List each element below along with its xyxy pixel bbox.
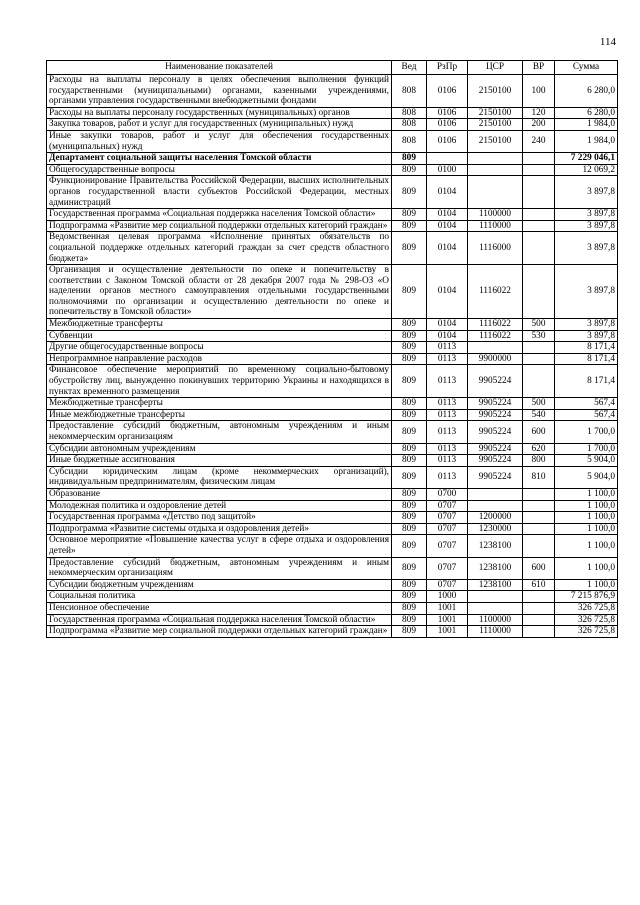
cell-sum: 5 904,0 [555, 466, 618, 488]
cell-ved: 809 [392, 602, 427, 614]
table-row [47, 535, 618, 557]
cell-vr [523, 626, 555, 638]
cell-rzpr: 0113 [427, 421, 468, 443]
table-header-row [47, 61, 618, 75]
table-row [47, 443, 618, 455]
cell-rzpr: 0707 [427, 579, 468, 591]
cell-ved: 809 [392, 330, 427, 342]
cell-sum: 6 280,0 [555, 75, 618, 108]
cell-csr: 9905224 [468, 455, 523, 467]
cell-ved: 809 [392, 365, 427, 398]
cell-vr [523, 265, 555, 319]
cell-csr: 1116022 [468, 319, 523, 331]
cell-vr: 120 [523, 107, 555, 119]
table-row [47, 455, 618, 467]
cell-csr: 9905224 [468, 466, 523, 488]
cell-name: Общегосударственные вопросы [47, 164, 392, 176]
cell-csr: 1238100 [468, 535, 523, 557]
cell-ved: 808 [392, 107, 427, 119]
cell-name: Финансовое обеспечение мероприятий по временному социально-бытовому обустройству лиц, вынужденно покинувших территорию Украины и находящихся в пунктах временного размещения [47, 365, 392, 398]
cell-ved: 809 [392, 319, 427, 331]
cell-name: Государственная программа «Социальная поддержка населения Томской области» [47, 209, 392, 221]
header-rzpr: РзПр [427, 61, 468, 75]
cell-vr: 240 [523, 130, 555, 152]
cell-sum: 3 897,8 [555, 319, 618, 331]
cell-csr: 9905224 [468, 398, 523, 410]
cell-ved: 809 [392, 232, 427, 265]
cell-vr [523, 232, 555, 265]
cell-csr [468, 164, 523, 176]
cell-csr [468, 591, 523, 603]
cell-sum: 1 100,0 [555, 512, 618, 524]
cell-sum: 8 171,4 [555, 342, 618, 354]
cell-sum: 1 700,0 [555, 421, 618, 443]
table-row [47, 466, 618, 488]
cell-name: Подпрограмма «Развитие мер социальной поддержки отдельных категорий граждан» [47, 626, 392, 638]
cell-name: Иные бюджетные ассигнования [47, 455, 392, 467]
cell-name: Субвенции [47, 330, 392, 342]
table-row [47, 421, 618, 443]
cell-csr: 9905224 [468, 421, 523, 443]
cell-csr: 1100000 [468, 614, 523, 626]
cell-vr [523, 591, 555, 603]
cell-sum: 3 897,8 [555, 220, 618, 232]
cell-csr: 9905224 [468, 365, 523, 398]
cell-rzpr: 0113 [427, 466, 468, 488]
cell-name: Межбюджетные трансферты [47, 398, 392, 410]
cell-rzpr [427, 153, 468, 165]
table-row [47, 209, 618, 221]
cell-csr [468, 342, 523, 354]
cell-csr: 9900000 [468, 353, 523, 365]
cell-rzpr: 0707 [427, 500, 468, 512]
cell-sum: 326 725,8 [555, 602, 618, 614]
cell-name: Молодежная политика и оздоровление детей [47, 500, 392, 512]
cell-csr: 1116022 [468, 265, 523, 319]
cell-rzpr: 0100 [427, 164, 468, 176]
table-row [47, 153, 618, 165]
cell-vr: 500 [523, 398, 555, 410]
cell-name: Ведомственная целевая программа «Исполнение принятых обязательств по социальной поддержке отдельных категорий граждан за счет средств областного бюджета» [47, 232, 392, 265]
cell-sum: 7 215 876,9 [555, 591, 618, 603]
cell-csr: 2150100 [468, 107, 523, 119]
cell-vr: 500 [523, 319, 555, 331]
cell-sum: 1 700,0 [555, 443, 618, 455]
table-row [47, 75, 618, 108]
cell-sum: 3 897,8 [555, 209, 618, 221]
cell-sum: 567,4 [555, 398, 618, 410]
table-row [47, 220, 618, 232]
cell-rzpr: 1001 [427, 614, 468, 626]
table-row [47, 164, 618, 176]
cell-sum: 3 897,8 [555, 176, 618, 209]
cell-ved: 809 [392, 614, 427, 626]
budget-table [46, 60, 618, 638]
cell-ved: 809 [392, 220, 427, 232]
cell-vr: 600 [523, 421, 555, 443]
cell-sum: 3 897,8 [555, 330, 618, 342]
cell-name: Другие общегосударственные вопросы [47, 342, 392, 354]
cell-ved: 809 [392, 535, 427, 557]
cell-csr [468, 488, 523, 500]
cell-csr: 1110000 [468, 626, 523, 638]
table-row [47, 602, 618, 614]
cell-rzpr: 0113 [427, 365, 468, 398]
cell-vr [523, 342, 555, 354]
cell-csr: 1200000 [468, 512, 523, 524]
cell-sum: 8 171,4 [555, 353, 618, 365]
cell-vr [523, 220, 555, 232]
cell-vr [523, 523, 555, 535]
cell-sum: 12 069,2 [555, 164, 618, 176]
cell-ved: 809 [392, 409, 427, 421]
cell-vr [523, 164, 555, 176]
cell-name: Государственная программа «Детство под защитой» [47, 512, 392, 524]
cell-name: Межбюджетные трансферты [47, 319, 392, 331]
cell-ved: 809 [392, 591, 427, 603]
cell-vr [523, 365, 555, 398]
table-row [47, 512, 618, 524]
cell-name: Расходы на выплаты персоналу государственных (муниципальных) органов [47, 107, 392, 119]
cell-csr: 1238100 [468, 579, 523, 591]
header-sum: Сумма [555, 61, 618, 75]
cell-vr: 600 [523, 557, 555, 579]
cell-ved: 809 [392, 466, 427, 488]
cell-ved: 809 [392, 265, 427, 319]
cell-vr [523, 176, 555, 209]
cell-rzpr: 0707 [427, 557, 468, 579]
cell-ved: 809 [392, 176, 427, 209]
cell-vr: 100 [523, 75, 555, 108]
cell-sum: 8 171,4 [555, 365, 618, 398]
cell-vr [523, 209, 555, 221]
cell-vr [523, 614, 555, 626]
cell-name: Организация и осуществление деятельности по опеке и попечительству в соответствии с Законом Томской области от 28 декабря 2007 года № 298-ОЗ «О наделении органов местного самоуправления отдельными государственными полномочиями по организации и осуществлению деятельности по опеке и попечительству в Томской области» [47, 265, 392, 319]
table-row [47, 557, 618, 579]
cell-csr: 1110000 [468, 220, 523, 232]
cell-rzpr: 0104 [427, 209, 468, 221]
cell-sum: 326 725,8 [555, 626, 618, 638]
cell-name: Функционирование Правительства Российской Федерации, высших исполнительных органов государственной власти субъектов Российской Федерации, местных администраций [47, 176, 392, 209]
cell-csr [468, 176, 523, 209]
cell-ved: 808 [392, 119, 427, 131]
cell-sum: 5 904,0 [555, 455, 618, 467]
cell-vr [523, 153, 555, 165]
table-row [47, 591, 618, 603]
cell-rzpr: 0106 [427, 107, 468, 119]
table-row [47, 330, 618, 342]
cell-rzpr: 0104 [427, 265, 468, 319]
cell-ved: 809 [392, 353, 427, 365]
cell-vr: 620 [523, 443, 555, 455]
table-row [47, 319, 618, 331]
cell-sum: 7 229 046,1 [555, 153, 618, 165]
cell-ved: 809 [392, 523, 427, 535]
cell-rzpr: 0104 [427, 232, 468, 265]
cell-name: Образование [47, 488, 392, 500]
table-row [47, 409, 618, 421]
cell-vr: 610 [523, 579, 555, 591]
cell-ved: 809 [392, 443, 427, 455]
table-row [47, 365, 618, 398]
cell-csr: 2150100 [468, 75, 523, 108]
table-row [47, 614, 618, 626]
cell-sum: 1 100,0 [555, 488, 618, 500]
cell-sum: 1 100,0 [555, 535, 618, 557]
cell-rzpr: 1001 [427, 602, 468, 614]
cell-vr: 800 [523, 455, 555, 467]
cell-csr: 1116000 [468, 232, 523, 265]
cell-csr: 1230000 [468, 523, 523, 535]
table-row [47, 626, 618, 638]
cell-rzpr: 0113 [427, 353, 468, 365]
table-row [47, 107, 618, 119]
cell-csr: 2150100 [468, 119, 523, 131]
cell-rzpr: 1000 [427, 591, 468, 603]
cell-rzpr: 0104 [427, 330, 468, 342]
cell-rzpr: 0113 [427, 443, 468, 455]
cell-rzpr: 1001 [427, 626, 468, 638]
cell-ved: 809 [392, 626, 427, 638]
cell-csr: 1100000 [468, 209, 523, 221]
header-vr: ВР [523, 61, 555, 75]
table-row [47, 232, 618, 265]
table-row [47, 500, 618, 512]
cell-name: Социальная политика [47, 591, 392, 603]
cell-rzpr: 0104 [427, 220, 468, 232]
cell-rzpr: 0104 [427, 319, 468, 331]
cell-sum: 1 100,0 [555, 500, 618, 512]
cell-vr [523, 488, 555, 500]
cell-sum: 1 100,0 [555, 523, 618, 535]
cell-sum: 3 897,8 [555, 265, 618, 319]
cell-ved: 809 [392, 398, 427, 410]
cell-rzpr: 0113 [427, 398, 468, 410]
cell-vr [523, 353, 555, 365]
cell-rzpr: 0106 [427, 130, 468, 152]
cell-name: Субсидии юридическим лицам (кроме некоммерческих организаций), индивидуальным предпринимателям, физическим лицам [47, 466, 392, 488]
cell-vr: 540 [523, 409, 555, 421]
cell-rzpr: 0707 [427, 512, 468, 524]
cell-name: Субсидии автономным учреждениям [47, 443, 392, 455]
cell-ved: 809 [392, 488, 427, 500]
table-row [47, 398, 618, 410]
cell-sum: 1 984,0 [555, 130, 618, 152]
cell-ved: 809 [392, 342, 427, 354]
table-body [47, 75, 618, 638]
cell-ved: 809 [392, 421, 427, 443]
table-row [47, 488, 618, 500]
cell-csr [468, 602, 523, 614]
cell-name: Закупка товаров, работ и услуг для государственных (муниципальных) нужд [47, 119, 392, 131]
cell-csr [468, 153, 523, 165]
cell-ved: 809 [392, 209, 427, 221]
table-row [47, 119, 618, 131]
cell-sum: 326 725,8 [555, 614, 618, 626]
cell-csr: 2150100 [468, 130, 523, 152]
header-name: Наименование показателей [47, 61, 392, 75]
cell-vr [523, 512, 555, 524]
cell-name: Предоставление субсидий бюджетным, автономным учреждениям и иным некоммерческим организациям [47, 557, 392, 579]
cell-ved: 809 [392, 455, 427, 467]
cell-name: Государственная программа «Социальная поддержка населения Томской области» [47, 614, 392, 626]
cell-name: Подпрограмма «Развитие мер социальной поддержки отдельных категорий граждан» [47, 220, 392, 232]
table-row [47, 353, 618, 365]
cell-csr [468, 500, 523, 512]
cell-rzpr: 0113 [427, 342, 468, 354]
cell-ved: 808 [392, 130, 427, 152]
cell-csr: 1116022 [468, 330, 523, 342]
table-row [47, 342, 618, 354]
cell-vr: 810 [523, 466, 555, 488]
cell-rzpr: 0113 [427, 409, 468, 421]
cell-sum: 3 897,8 [555, 232, 618, 265]
cell-name: Субсидии бюджетным учреждениям [47, 579, 392, 591]
cell-rzpr: 0707 [427, 535, 468, 557]
cell-name: Пенсионное обеспечение [47, 602, 392, 614]
cell-vr [523, 602, 555, 614]
cell-sum: 1 984,0 [555, 119, 618, 131]
cell-sum: 1 100,0 [555, 579, 618, 591]
cell-csr: 9905224 [468, 443, 523, 455]
cell-sum: 1 100,0 [555, 557, 618, 579]
header-ved: Вед [392, 61, 427, 75]
cell-rzpr: 0707 [427, 523, 468, 535]
cell-sum: 6 280,0 [555, 107, 618, 119]
cell-name: Предоставление субсидий бюджетным, автономным учреждениям и иным некоммерческим организациям [47, 421, 392, 443]
cell-ved: 809 [392, 557, 427, 579]
table-row [47, 579, 618, 591]
cell-vr [523, 535, 555, 557]
cell-ved: 808 [392, 75, 427, 108]
cell-name: Подпрограмма «Развитие системы отдыха и оздоровления детей» [47, 523, 392, 535]
cell-rzpr: 0700 [427, 488, 468, 500]
header-csr: ЦСР [468, 61, 523, 75]
table-row [47, 523, 618, 535]
cell-rzpr: 0106 [427, 119, 468, 131]
cell-rzpr: 0104 [427, 176, 468, 209]
cell-name: Департамент социальной защиты населения Томской области [47, 153, 392, 165]
cell-name: Непрограммное направление расходов [47, 353, 392, 365]
cell-ved: 809 [392, 500, 427, 512]
cell-ved: 809 [392, 512, 427, 524]
cell-name: Расходы на выплаты персоналу в целях обеспечения выполнения функций государственными (муниципальными) органами, казенными учреждениями, органами управления государственными внебюджетными фондами [47, 75, 392, 108]
cell-vr: 200 [523, 119, 555, 131]
cell-name: Иные закупки товаров, работ и услуг для обеспечения государственных (муниципальных) нужд [47, 130, 392, 152]
cell-rzpr: 0106 [427, 75, 468, 108]
cell-csr: 1238100 [468, 557, 523, 579]
cell-vr: 530 [523, 330, 555, 342]
cell-name: Основное мероприятие «Повышение качества услуг в сфере отдыха и оздоровления детей» [47, 535, 392, 557]
cell-csr: 9905224 [468, 409, 523, 421]
table-row [47, 176, 618, 209]
cell-ved: 809 [392, 153, 427, 165]
cell-name: Иные межбюджетные трансферты [47, 409, 392, 421]
table-row [47, 265, 618, 319]
cell-rzpr: 0113 [427, 455, 468, 467]
page-number: 114 [599, 36, 616, 48]
cell-vr [523, 500, 555, 512]
table-row [47, 130, 618, 152]
cell-sum: 567,4 [555, 409, 618, 421]
cell-ved: 809 [392, 164, 427, 176]
cell-ved: 809 [392, 579, 427, 591]
